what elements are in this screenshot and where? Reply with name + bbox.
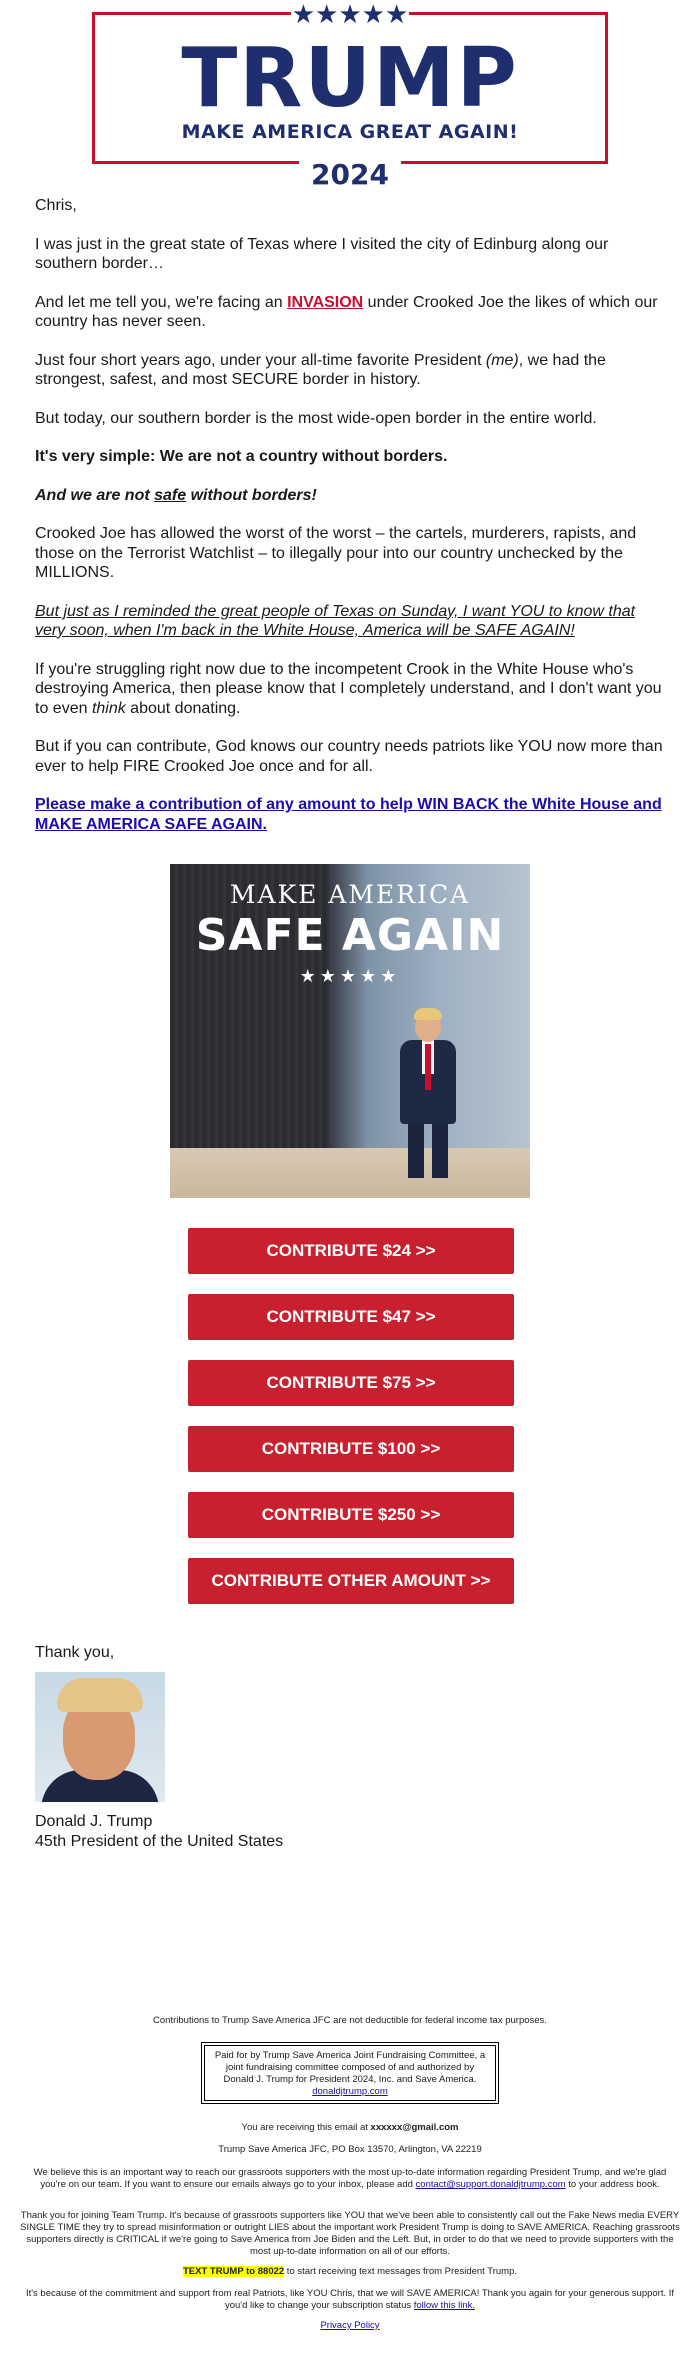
privacy-row — [20, 2320, 680, 2332]
text-signup-text: to start receiving text messages from President Trump. — [284, 2266, 518, 2277]
contribute-100-button[interactable]: CONTRIBUTE $100 >> — [188, 1426, 514, 1472]
figure-tie — [425, 1044, 431, 1090]
paragraph-3 — [35, 351, 665, 390]
p6-underline: safe — [154, 486, 187, 504]
signer-title: 45th President of the United States — [35, 1833, 284, 1850]
p9-text-a: If you're struggling right now due to the incompetent Crook in the White House who's destroying America, then please know that I completely understand, and I don't want you to even — [35, 660, 662, 717]
ground-graphic — [170, 1148, 530, 1198]
logo-year-wrap — [95, 157, 605, 193]
closing: Thank you, — [35, 1644, 115, 1661]
tax-note: Contributions to Trump Save America JFC are not deductible for federal income tax purposes. — [153, 2015, 547, 2026]
paragraph-2 — [35, 293, 665, 332]
mailing-address: Trump Save America JFC, PO Box 13570, Arlington, VA 22219 — [218, 2144, 482, 2155]
paragraph-9 — [35, 660, 665, 719]
paragraph-5: It's very simple: We are not a country without borders. — [35, 448, 448, 465]
portrait-hair — [57, 1678, 143, 1712]
logo-wordmark: TRUMP — [181, 31, 519, 126]
p9-text-b: about donating. — [125, 699, 241, 717]
paid-for-text: Paid for by Trump Save America Joint Fundraising Committee, a joint fundraising committee composed of and authorized by Donald J. Trump for President 2024, Inc. and Save America. — [214, 2050, 486, 2085]
commitment-text: It's because of the commitment and support from real Patriots, like YOU Chris, that we will SAVE AMERICA! Thank you again for your generous support. If you'd like to change your subscription status — [25, 2288, 675, 2311]
paragraph-4: But today, our southern border is the most wide-open border in the entire world. — [35, 409, 597, 427]
paid-for-link[interactable]: donaldjtrump.com — [312, 2086, 388, 2097]
contribute-cta-link[interactable]: Please make a contribution of any amount to help WIN BACK the White House and MAKE AMERICA SAFE AGAIN. — [35, 796, 662, 833]
paragraph-8: But just as I reminded the great people of Texas on Sunday, I want YOU to know that very soon, when I'm back in the White House, America will be SAFE AGAIN! — [35, 602, 636, 639]
support-email-link[interactable]: contact@support.donaldjtrump.com — [415, 2179, 566, 2190]
paragraph-6 — [35, 486, 665, 506]
hero-line-1: MAKE AMERICA — [229, 880, 471, 909]
thankyou-note: Thank you for joining Team Trump. It's because of grassroots supporters like YOU that we've been able to consistently call out the Fake News media EVERY SINGLE TIME they try to spread misinformation or outright LIES about the important work President Trump is doing to SAVE AMERICA. Reaching grassroots supporters directly is CRITICAL if we're going to Save America from Joe Biden and the Left. But, in order to do that we need to provide supporters with the most up-to-date information on all of our efforts. — [20, 2210, 680, 2257]
text-signup-note — [20, 2266, 680, 2278]
subscription-link[interactable]: follow this link. — [413, 2300, 475, 2311]
hero-line-2: SAFE AGAIN — [195, 910, 505, 961]
paid-for-box — [204, 2045, 496, 2101]
signer-block — [35, 1812, 283, 1852]
receiving-text: You are receiving this email at — [241, 2122, 371, 2133]
p3-emphasis: (me) — [485, 351, 519, 369]
paragraph-10: But if you can contribute, God knows our country needs patriots like YOU now more than ever to help FIRE Crooked Joe once and for all. — [35, 738, 663, 775]
important-text-a: We believe this is an important way to reach our grassroots supporters with the most up-to-date information regarding President Trump, and we're glad you're on our team. If you want to ensure our emails always go to your inbox, please add — [33, 2167, 667, 2190]
contribute-75-button[interactable]: CONTRIBUTE $75 >> — [188, 1360, 514, 1406]
logo-stars — [95, 1, 605, 28]
email-body — [35, 196, 665, 853]
paragraph-7: Crooked Joe has allowed the worst of the worst – the cartels, murderers, rapists, and those on the Terrorist Watchlist – to illegally pour into our country unchecked by the MILLIONS. — [35, 525, 637, 581]
figure-hair — [414, 1008, 442, 1020]
safe-again-hero-image[interactable] — [170, 864, 530, 1198]
figure-leg-right — [432, 1122, 448, 1178]
contribute-250-button[interactable]: CONTRIBUTE $250 >> — [188, 1492, 514, 1538]
important-text-b: to your address book. — [565, 2179, 660, 2190]
signer-name: Donald J. Trump — [35, 1813, 153, 1830]
cta-paragraph — [35, 795, 665, 834]
contribute-24-button[interactable]: CONTRIBUTE $24 >> — [188, 1228, 514, 1274]
paragraph-1: I was just in the great state of Texas where I visited the city of Edinburg along our southern border… — [35, 235, 609, 272]
figure-leg-left — [408, 1122, 424, 1178]
logo-year: 2024 — [299, 157, 401, 193]
important-note — [20, 2167, 680, 2191]
p6-text-b: without borders! — [186, 486, 317, 504]
hero-stars-icon: ★★★★★ — [299, 966, 401, 986]
p3-text-b: , we had the strongest, safest, and most SECURE border in history. — [35, 351, 606, 388]
p2-text-b: under Crooked Joe the likes of which our country has never seen. — [35, 293, 658, 330]
receiving-email: xxxxxx@gmail.com — [370, 2122, 459, 2133]
receiving-note — [20, 2122, 680, 2134]
trump-portrait — [35, 1672, 165, 1802]
privacy-policy-link[interactable]: Privacy Policy — [320, 2320, 380, 2331]
trump-2024-logo — [92, 0, 608, 191]
contribute-47-button[interactable]: CONTRIBUTE $47 >> — [188, 1294, 514, 1340]
greeting: Chris, — [35, 197, 77, 214]
contribute-other-button[interactable]: CONTRIBUTE OTHER AMOUNT >> — [188, 1558, 514, 1604]
p6-text-a: And we are not — [35, 486, 155, 504]
stars-icon: ★★★★★ — [291, 0, 409, 29]
p2-text-a: And let me tell you, we're facing an — [35, 293, 288, 311]
logo-tagline: MAKE AMERICA GREAT AGAIN! — [181, 121, 519, 143]
commitment-note — [20, 2288, 680, 2312]
p9-emphasis: think — [91, 699, 126, 717]
invasion-link[interactable]: INVASION — [287, 293, 364, 311]
text-trump-highlight: TEXT TRUMP to 88022 — [182, 2266, 285, 2277]
p3-text-a: Just four short years ago, under your all-time favorite President — [35, 351, 486, 369]
